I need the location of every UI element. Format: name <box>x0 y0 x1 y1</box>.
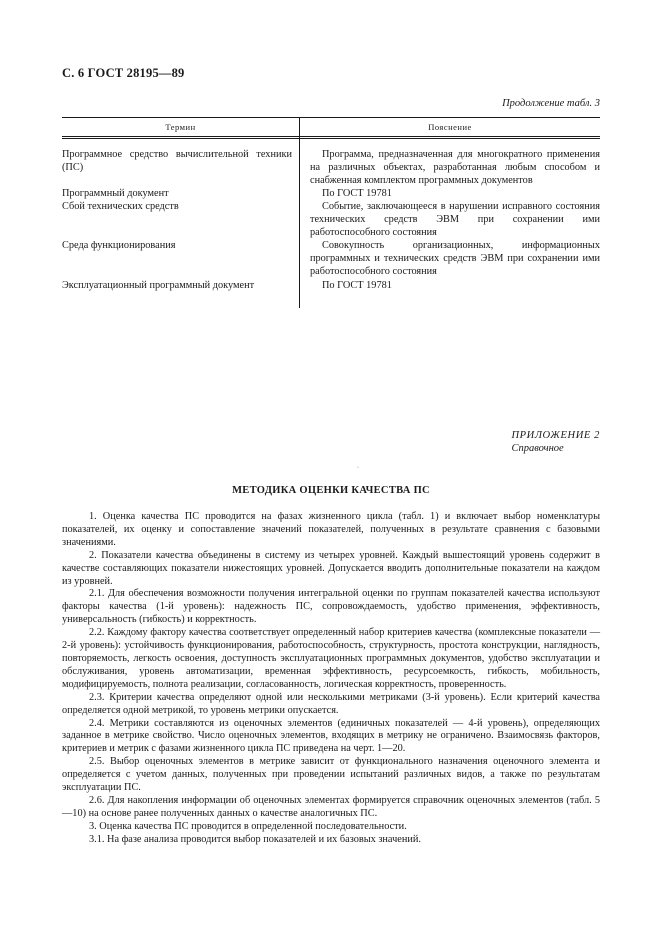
table-row-explanation: По ГОСТ 19781 <box>322 188 392 199</box>
table-row-explanation: Программа, предназначенная для многократного применения на различных объектах, разработанная любым способом и снабженная комплектом программных документов <box>310 149 600 187</box>
paragraph: 3.1. На фазе анализа проводится выбор показателей и их базовых значений. <box>89 833 421 845</box>
paragraph: 2.1. Для обеспечения возможности получения интегральной оценки по группам показателей качества используют факторы качества (1-й уровень): надежность ПС, сопровождаемость, удобство применения, эффективность, универсальность (гибкость) и корректность. <box>62 588 600 626</box>
table-header-rule <box>62 136 600 137</box>
terms-table <box>62 117 600 308</box>
paragraph: 2. Показатели качества объединены в систему из четырех уровней. Каждый вышестоящий уровень содержит в качестве составляющих показатели нижестоящих уровней. Допускается вводить дополнительные показатели на каждом из уровней. <box>62 549 600 587</box>
paragraph: 2.6. Для накопления информации об оценочных элементах формируется справочник оценочных элементов (табл. 5—10) на основе ранее полученных данных о качестве аналогичных ПС. <box>62 794 600 819</box>
column-header-term: Термин <box>165 122 196 132</box>
table-row-term: Программный документ <box>62 188 169 199</box>
table-header-rule-double <box>62 138 600 139</box>
paragraph: 3. Оценка качества ПС проводится в определенной последовательности. <box>89 820 407 832</box>
table-row-explanation: Совокупность организационных, информационных программных и технических средств ЭВМ при сохранении ими работоспособного состояния <box>310 240 600 278</box>
appendix-label <box>511 429 600 455</box>
appendix-subtitle: Справочное <box>511 443 564 454</box>
table-continuation-label: Продолжение табл. 3 <box>502 98 600 109</box>
section-title: МЕТОДИКА ОЦЕНКИ КАЧЕСТВА ПС <box>232 485 430 496</box>
table-row-term: Эксплуатационный программный документ <box>62 280 255 291</box>
paragraph: 2.3. Критерии качества определяют одной или несколькими метриками (3-й уровень). Если критерий качества определяется одной метрикой, то уровень метрики опускается. <box>62 691 600 716</box>
table-row-explanation: Событие, заключающееся в нарушении исправного состояния технических средств ЭВМ при сохранении ими работоспособного состояния <box>310 201 600 239</box>
column-header-explanation: Пояснение <box>428 122 472 132</box>
paragraph: 2.4. Метрики составляются из оценочных элементов (единичных показателей — 4-й уровень), определяющих заданное в метрике свойство. Число оценочных элементов, входящих в метрику не ограничено. Взаимосвязь факторов, критериев и метрик с фазами жизненного цикла ПС приведена на черт. 1—20. <box>62 717 600 755</box>
table-row-term: Сбой технических средств <box>62 201 179 212</box>
page-header: С. 6 ГОСТ 28195—89 <box>62 66 185 80</box>
method-body <box>62 511 600 847</box>
table-row-term: Программное средство вычислительной техники (ПС) <box>62 149 292 174</box>
paragraph: 1. Оценка качества ПС проводится на фазах жизненного цикла (табл. 1) и включает выбор номенклатуры показателей, их оценку и сопоставление значений показателей, полученных в результате сравнения с базовыми значениями. <box>62 511 600 548</box>
print-dot: · <box>357 465 359 471</box>
table-row-term: Среда функционирования <box>62 240 176 251</box>
table-top-rule <box>62 117 600 118</box>
paragraph: 2.2. Каждому фактору качества соответствует определенный набор критериев качества (комплексные показатели — 2-й уровень): устойчивость функционирования, работоспособность, структурность, простота конструкции, наглядность, повторяемость, легкость освоения, доступность эксплуатационных программных документов, удобство эксплуатации и обслуживания, уровень автоматизации, временная эффективность, ресурсоемкость, гибкость, мобильность, модифицируемость, полнота реализации, согласованность, логическая корректность, проверенность. <box>62 627 600 690</box>
appendix-title: ПРИЛОЖЕНИЕ 2 <box>511 430 600 441</box>
table-column-divider <box>299 117 300 308</box>
table-row-explanation: По ГОСТ 19781 <box>322 280 392 291</box>
paragraph: 2.5. Выбор оценочных элементов в метрике зависит от функционального назначения оценочного элемента и определяется с учетом данных, полученных при проведении испытаний различных видов, а также по результатам эксплуатации ПС. <box>62 756 600 794</box>
